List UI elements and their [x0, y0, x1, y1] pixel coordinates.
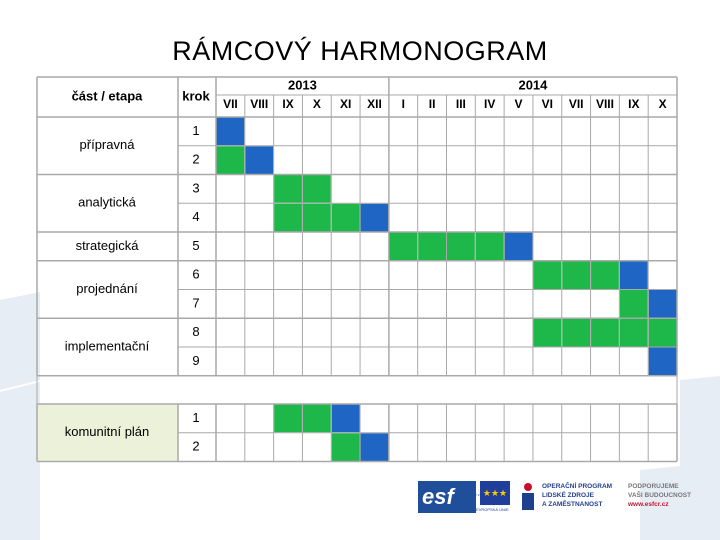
op-program-text [542, 482, 638, 509]
month-label: VII [568, 97, 584, 112]
step-number: 5 [192, 237, 200, 253]
month-label: X [312, 97, 321, 112]
step-number: 9 [192, 352, 200, 368]
step-number: 8 [192, 324, 200, 340]
month-label: XI [339, 97, 352, 112]
blue-milestone-cell [649, 290, 677, 318]
green-activity-cell [303, 175, 331, 203]
month-label: IX [282, 97, 294, 112]
blue-milestone-cell [245, 146, 273, 174]
phase-column-header: část / etapa [71, 88, 143, 104]
month-label: IV [484, 97, 496, 112]
phase-name: analytická [78, 194, 136, 210]
green-activity-cell [389, 233, 417, 261]
green-activity-cell [418, 233, 446, 261]
step-number: 2 [192, 151, 200, 167]
blue-milestone-cell [217, 118, 245, 146]
step-number: 3 [192, 180, 200, 196]
step-number: 7 [192, 295, 200, 311]
year-label-2013: 2013 [287, 77, 317, 93]
blue-milestone-cell [361, 433, 389, 461]
month-label: I [401, 97, 405, 112]
op-line-3: A ZAMĚSTNANOST [542, 501, 603, 508]
phase-name: strategická [75, 237, 139, 253]
month-label: V [514, 97, 523, 112]
support-line-2: VAŠI BUDOUCNOST [628, 492, 692, 499]
step-number: 6 [192, 266, 200, 282]
month-label: VI [541, 97, 554, 112]
op-line-1: OPERAČNÍ PROGRAM [542, 483, 613, 490]
phase-name: implementační [64, 338, 150, 354]
blue-milestone-cell [620, 261, 648, 289]
green-activity-cell [332, 433, 360, 461]
green-activity-cell [274, 405, 302, 433]
op-line-2: LIDSKÉ ZDROJE [542, 492, 595, 499]
esf-caption: evropský sociální fond v ČR [454, 487, 480, 502]
year-label-2014: 2014 [518, 77, 548, 93]
green-activity-cell [217, 146, 245, 174]
green-activity-cell [274, 175, 302, 203]
month-label: VIII [250, 97, 269, 112]
green-activity-cell [274, 204, 302, 232]
green-activity-cell [447, 233, 475, 261]
green-activity-cell [332, 204, 360, 232]
footer-logos [418, 478, 718, 518]
step-number: 1 [192, 122, 200, 138]
month-label: III [455, 97, 466, 112]
green-activity-cell [562, 319, 590, 347]
page-title: RÁMCOVÝ HARMONOGRAM [172, 36, 548, 66]
green-activity-cell [620, 290, 648, 318]
esf-logo: esf [418, 481, 476, 513]
step-number: 2 [192, 438, 200, 454]
month-label: X [658, 97, 667, 112]
green-activity-cell [591, 319, 619, 347]
month-label: XII [367, 97, 382, 112]
community-plan-name: komunitní plán [64, 424, 150, 440]
support-url: www.esfcr.cz [628, 501, 669, 508]
green-activity-cell [562, 261, 590, 289]
month-label: VII [223, 97, 238, 112]
eu-caption: EVROPSKÁ UNIE [476, 507, 509, 512]
blue-milestone-cell [361, 204, 389, 232]
green-activity-cell [620, 319, 648, 347]
green-activity-cell [476, 233, 504, 261]
green-activity-cell [303, 204, 331, 232]
green-activity-cell [533, 319, 561, 347]
support-line-1: PODPORUJEME [628, 483, 679, 490]
support-text [628, 482, 708, 509]
month-label: IX [628, 97, 640, 112]
green-activity-cell [591, 261, 619, 289]
blue-milestone-cell [505, 233, 533, 261]
phase-name: projednání [76, 280, 138, 296]
blue-milestone-cell [332, 405, 360, 433]
blue-milestone-cell [649, 348, 677, 376]
person-icon [520, 482, 536, 512]
phase-name: přípravná [79, 137, 135, 153]
step-number: 1 [192, 409, 200, 425]
green-activity-cell [303, 405, 331, 433]
step-column-header: krok [182, 88, 210, 104]
green-activity-cell [649, 319, 677, 347]
month-label: II [428, 97, 436, 112]
month-label: VIII [595, 97, 614, 112]
eu-flag-icon: ★★★ [480, 481, 510, 505]
green-activity-cell [533, 261, 561, 289]
step-number: 4 [192, 209, 200, 225]
